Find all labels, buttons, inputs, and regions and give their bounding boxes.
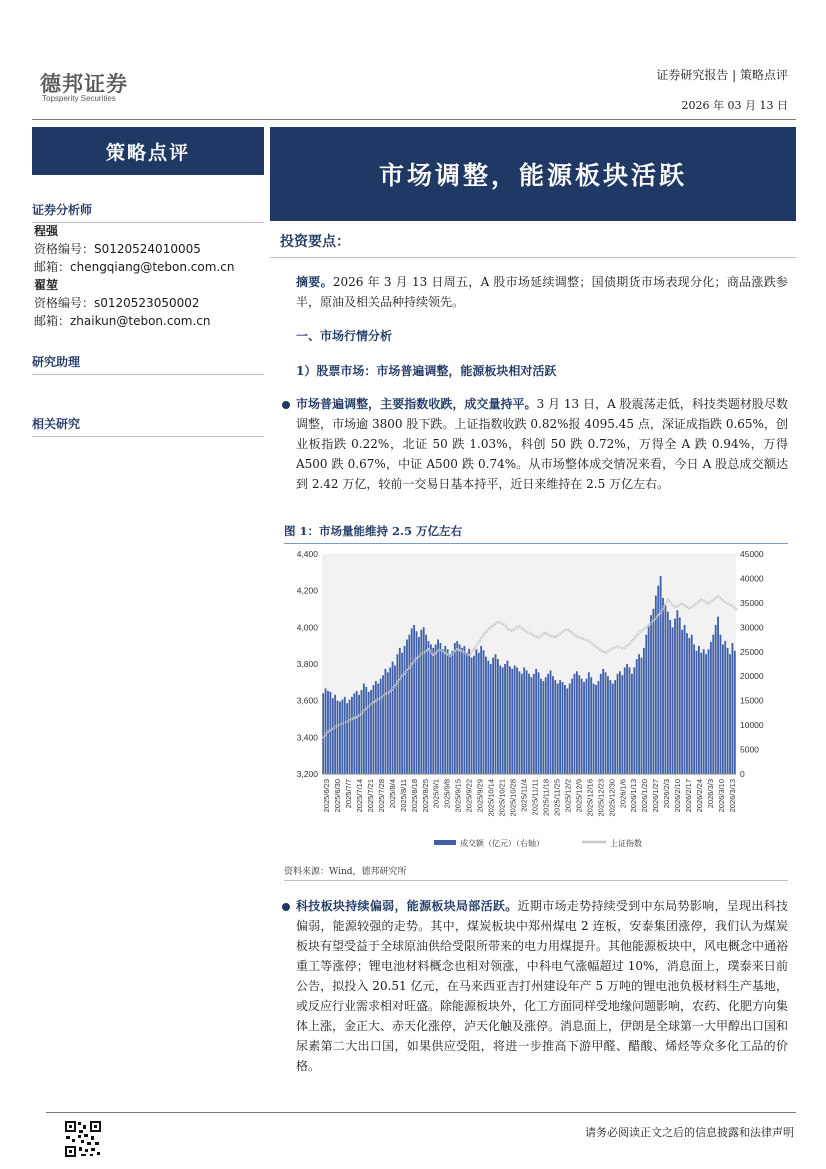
volume-bar bbox=[655, 596, 657, 774]
volume-bar bbox=[349, 700, 351, 774]
volume-bar bbox=[681, 630, 683, 774]
volume-bar bbox=[392, 662, 394, 774]
volume-bar bbox=[411, 628, 413, 774]
volume-bar bbox=[413, 625, 415, 774]
volume-bar bbox=[557, 684, 559, 774]
volume-bar bbox=[533, 674, 535, 774]
report-type: 证券研究报告 | 策略点评 bbox=[656, 68, 788, 82]
volume-bar bbox=[715, 625, 717, 774]
x-tick-label: 2025/8/11 bbox=[398, 779, 408, 812]
volume-bar bbox=[720, 635, 722, 774]
volume-bar bbox=[483, 650, 485, 774]
x-tick-label: 2025/11/18 bbox=[541, 779, 551, 816]
volume-bar bbox=[428, 641, 430, 774]
volume-bar bbox=[509, 666, 511, 774]
volume-bar bbox=[382, 675, 384, 774]
volume-bar bbox=[507, 661, 509, 774]
volume-bar bbox=[535, 669, 537, 774]
volume-bar bbox=[574, 674, 576, 774]
analyst-email[interactable]: 邮箱：zhaikun@tebon.com.cn bbox=[34, 314, 211, 328]
right-tick-label: 20000 bbox=[740, 671, 764, 682]
volume-bar bbox=[432, 648, 434, 774]
volume-bar bbox=[648, 625, 650, 774]
volume-bar bbox=[624, 667, 626, 774]
volume-bar bbox=[696, 651, 698, 774]
volume-bar bbox=[586, 679, 588, 774]
volume-bar bbox=[612, 684, 614, 774]
volume-bar bbox=[404, 646, 406, 774]
volume-bar bbox=[712, 635, 714, 774]
left-tick-label: 4,400 bbox=[296, 549, 318, 559]
category-banner: 策略点评 bbox=[32, 127, 264, 175]
x-tick-label: 2025/10/28 bbox=[508, 779, 518, 817]
volume-bar bbox=[387, 672, 389, 774]
volume-bar bbox=[452, 651, 454, 774]
volume-bar bbox=[468, 649, 470, 774]
volume-bar bbox=[631, 674, 633, 774]
x-tick-label: 2026/1/13 bbox=[629, 779, 639, 813]
qr-code-icon bbox=[64, 1120, 102, 1158]
volume-bar bbox=[408, 635, 410, 774]
analyst-name: 程强 bbox=[34, 224, 59, 238]
right-axis-ticks bbox=[740, 549, 764, 779]
volume-bar bbox=[521, 674, 523, 774]
volume-bar bbox=[621, 675, 623, 774]
volume-bar bbox=[547, 674, 549, 774]
volume-bar bbox=[478, 653, 480, 774]
x-tick-label: 2025/12/23 bbox=[596, 779, 606, 817]
volume-bar bbox=[449, 654, 451, 774]
volume-bar bbox=[337, 701, 339, 774]
volume-bar bbox=[401, 653, 403, 774]
volume-bar bbox=[346, 703, 348, 774]
volume-bar bbox=[389, 667, 391, 774]
volume-bar bbox=[454, 643, 456, 774]
x-tick-label: 2025/7/28 bbox=[376, 779, 386, 813]
volume-bar bbox=[447, 649, 449, 774]
report-title: 市场调整，能源板块活跃 bbox=[270, 127, 796, 221]
volume-bar bbox=[679, 618, 681, 774]
volume-bar bbox=[504, 664, 506, 774]
left-tick-label: 3,800 bbox=[296, 659, 318, 669]
volume-bar bbox=[420, 630, 422, 774]
volume-bar bbox=[380, 679, 382, 774]
summary-text: 2026 年 3 月 13 日周五，A 股市场延续调整；国债期货市场表现分化；商品涨跌参半，原油及相关品种持续领先。 bbox=[296, 275, 788, 309]
volume-bar bbox=[385, 669, 387, 774]
bullet-lead: 市场普遍调整，主要指数收跌，成交量持平。 bbox=[296, 397, 537, 411]
x-tick-label: 2026/1/6 bbox=[618, 779, 628, 809]
volume-bar bbox=[423, 627, 425, 774]
logo-text: 德邦证券 bbox=[40, 72, 128, 96]
volume-bar bbox=[370, 690, 372, 774]
volume-bar bbox=[538, 672, 540, 774]
x-tick-label: 2026/2/10 bbox=[673, 779, 683, 813]
volume-bar bbox=[693, 644, 695, 774]
volume-bar bbox=[686, 633, 688, 774]
volume-bar bbox=[466, 653, 468, 774]
volume-bar bbox=[353, 693, 355, 774]
volume-bar bbox=[322, 693, 324, 774]
volume-bar bbox=[597, 681, 599, 774]
volume-bar bbox=[377, 684, 379, 774]
right-tick-label: 30000 bbox=[740, 622, 764, 633]
volume-bar bbox=[375, 681, 377, 774]
chart-legend bbox=[434, 838, 642, 848]
volume-bar bbox=[619, 671, 621, 774]
volume-bar bbox=[406, 640, 408, 774]
volume-bar bbox=[684, 625, 686, 774]
report-date: 2026 年 03 月 13 日 bbox=[681, 99, 788, 112]
volume-bar bbox=[475, 649, 477, 774]
x-tick-label: 2025/11/11 bbox=[530, 779, 540, 816]
volume-bar bbox=[495, 654, 497, 774]
summary-paragraph bbox=[296, 272, 788, 312]
volume-index-chart bbox=[284, 544, 788, 860]
volume-bar bbox=[703, 649, 705, 774]
volume-bar bbox=[595, 685, 597, 774]
volume-bar bbox=[394, 665, 396, 774]
volume-bar bbox=[705, 654, 707, 774]
volume-bar bbox=[365, 687, 367, 774]
volume-bar bbox=[332, 698, 334, 774]
x-tick-label: 2026/1/20 bbox=[640, 779, 650, 813]
volume-bar bbox=[497, 659, 499, 774]
volume-bar bbox=[545, 677, 547, 774]
volume-bar bbox=[528, 674, 530, 774]
volume-bar bbox=[511, 669, 513, 774]
volume-bar bbox=[559, 680, 561, 774]
volume-bar bbox=[396, 654, 398, 774]
volume-bar bbox=[485, 657, 487, 774]
volume-bar bbox=[435, 644, 437, 774]
analyst-name: 翟堃 bbox=[34, 278, 59, 292]
x-tick-label: 2025/11/25 bbox=[552, 779, 562, 816]
analyst-cert: 资格编号：s0120523050002 bbox=[34, 296, 200, 310]
volume-bar bbox=[456, 641, 458, 774]
volume-bar bbox=[691, 635, 693, 774]
x-tick-label: 2025/6/23 bbox=[322, 779, 331, 813]
x-axis-ticks bbox=[322, 779, 737, 817]
volume-bar bbox=[602, 669, 604, 774]
volume-bar bbox=[430, 644, 432, 774]
volume-bar bbox=[578, 675, 580, 774]
volume-bar bbox=[626, 664, 628, 774]
volume-bar bbox=[581, 679, 583, 774]
analysts-heading: 证券分析师 bbox=[32, 201, 264, 223]
x-tick-label: 2026/3/10 bbox=[717, 779, 727, 813]
volume-bar bbox=[358, 695, 360, 774]
volume-bar bbox=[542, 681, 544, 774]
volume-bar bbox=[672, 627, 674, 774]
left-tick-label: 3,600 bbox=[296, 695, 318, 706]
right-tick-label: 25000 bbox=[740, 646, 764, 657]
volume-bar bbox=[698, 646, 700, 774]
volume-bar bbox=[554, 680, 556, 774]
right-tick-label: 40000 bbox=[740, 573, 764, 584]
volume-bar bbox=[708, 649, 710, 774]
volume-bar bbox=[425, 635, 427, 774]
bullet-text: 近期市场走势持续受到中东局势影响，呈现出科技偏弱，能源较强的走势。其中，煤炭板块中郑州煤电 2 连板，安泰集团涨停，我们认为煤炭板块有望受益于全球原油供给受限所带来的电力用煤提升。其他能源板块中，风电概念中通裕重工等涨停；锂电池材料概念也相对领涨，中科电气涨幅超过 10%，消息面上，璞泰来日前公告，拟投入 20.51 亿元，在马来西亚吉打州建设年产 5 万吨的锂电池负极材料生产基地，或反应行业需求相对旺盛。除能源板块外，化工方面同样受地缘问题影响，农药、化肥方向集体上涨，金正大、赤天化涨停，泸天化触及涨停。消息面上，伊朗是全球第一大甲醇出口国和尿素第二大出口国，如果供应受阻，将进一步推高下游甲醛、醋酸、烯烃等众多化工品的价格。 bbox=[296, 899, 789, 1073]
x-tick-label: 2025/12/16 bbox=[585, 779, 595, 817]
logo-subtext: Topsperity Securities bbox=[42, 94, 116, 103]
volume-bar bbox=[437, 640, 439, 774]
x-tick-label: 2025/12/2 bbox=[563, 779, 573, 813]
invest-heading: 投资要点： bbox=[270, 231, 796, 258]
bullet-icon bbox=[282, 903, 290, 911]
volume-bar bbox=[351, 697, 353, 774]
volume-bar bbox=[490, 664, 492, 774]
volume-bar bbox=[605, 672, 607, 774]
x-tick-label: 2026/1/27 bbox=[651, 779, 661, 813]
footer-disclaimer: 请务必阅读正文之后的信息披露和法律声明 bbox=[585, 1126, 794, 1139]
right-tick-label: 10000 bbox=[740, 720, 764, 731]
volume-bar bbox=[571, 679, 573, 774]
volume-bar bbox=[442, 649, 444, 774]
volume-bar bbox=[516, 667, 518, 774]
volume-bar bbox=[660, 576, 662, 774]
volume-bar bbox=[724, 641, 726, 774]
volume-bar bbox=[607, 676, 609, 774]
bullet-icon bbox=[282, 401, 290, 409]
volume-bar bbox=[729, 654, 731, 774]
volume-bar bbox=[566, 688, 568, 774]
analyst-cert: 资格编号：S0120524010005 bbox=[34, 242, 201, 256]
volume-bar bbox=[356, 691, 358, 774]
right-tick-label: 0 bbox=[740, 769, 745, 779]
x-tick-label: 2026/2/24 bbox=[695, 779, 705, 813]
volume-bar bbox=[650, 615, 652, 774]
volume-bar bbox=[444, 646, 446, 774]
bullet-text: 3 月 13 日，A 股震荡走低，科技类题材股尽数调整，市场逾 3800 股下跌。上证指数收跌 0.82%报 4095.45 点，深证成指跌 0.65%，创业板指跌 0.22%，北证 50 跌 1.03%，科创 50 跌 0.72%，万得全 A 跌 0.94%，万得 A500 跌 0.67%，中证 A500 跌 0.74%。从市场整体成交情况来看，今日 A 股总成交额达到 2.42 万亿，较前一交易日基本持平，近日来维持在 2.5 万亿左右。 bbox=[296, 397, 788, 491]
right-tick-label: 15000 bbox=[740, 695, 764, 706]
summary-label: 摘要。 bbox=[296, 275, 333, 289]
volume-bar bbox=[662, 598, 664, 774]
left-axis-ticks bbox=[297, 549, 319, 779]
volume-bar bbox=[492, 658, 494, 774]
x-tick-label: 2025/10/21 bbox=[497, 779, 507, 817]
volume-bar bbox=[325, 688, 327, 774]
volume-bar bbox=[463, 646, 465, 774]
x-tick-label: 2025/10/14 bbox=[486, 779, 496, 817]
x-tick-label: 2025/6/30 bbox=[332, 779, 342, 813]
volume-bar bbox=[487, 661, 489, 774]
assistant-heading: 研究助理 bbox=[32, 353, 264, 375]
volume-bar bbox=[569, 684, 571, 774]
volume-bar bbox=[667, 612, 669, 774]
analyst-block-1 bbox=[34, 222, 234, 330]
volume-bar bbox=[732, 643, 734, 774]
volume-bar bbox=[676, 610, 678, 774]
x-tick-label: 2025/11/4 bbox=[519, 779, 529, 812]
right-tick-label: 5000 bbox=[740, 744, 759, 755]
volume-bar bbox=[727, 648, 729, 774]
x-tick-label: 2025/9/1 bbox=[431, 779, 441, 809]
volume-bar bbox=[471, 658, 473, 774]
volume-bar bbox=[461, 648, 463, 774]
volume-bar bbox=[576, 671, 578, 774]
volume-bar bbox=[583, 682, 585, 774]
x-tick-label: 2025/7/14 bbox=[354, 779, 364, 813]
x-tick-label: 2026/3/3 bbox=[706, 779, 716, 809]
x-tick-label: 2025/7/21 bbox=[365, 779, 375, 813]
volume-bar bbox=[416, 631, 418, 774]
bullet-paragraph-1 bbox=[296, 394, 788, 494]
volume-bar bbox=[499, 665, 501, 774]
bullet-lead: 科技板块持续偏弱，能源板块局部活跃。 bbox=[296, 899, 518, 913]
x-tick-label: 2025/12/9 bbox=[574, 779, 584, 813]
x-tick-label: 2025/7/7 bbox=[343, 779, 353, 809]
section-heading: 一、市场行情分析 bbox=[296, 329, 393, 343]
subsection-heading: 1）股票市场：市场普遍调整，能源板块相对活跃 bbox=[296, 364, 557, 378]
related-heading: 相关研究 bbox=[32, 415, 264, 437]
volume-bar bbox=[552, 676, 554, 774]
analyst-email[interactable]: 邮箱：chengqiang@tebon.com.cn bbox=[34, 260, 235, 274]
volume-bar bbox=[614, 680, 616, 774]
volume-bar bbox=[629, 667, 631, 774]
legend-swatch-volume bbox=[434, 840, 456, 845]
legend-label-volume: 成交额（亿元）（右轴） bbox=[460, 839, 544, 848]
x-tick-label: 2025/8/4 bbox=[387, 779, 397, 809]
left-tick-label: 3,400 bbox=[296, 732, 318, 743]
volume-bar bbox=[339, 702, 341, 774]
volume-bar bbox=[334, 695, 336, 774]
x-tick-label: 2026/3/13 bbox=[728, 779, 737, 813]
figure-title: 图 1：市场量能维持 2.5 万亿左右 bbox=[284, 523, 788, 544]
right-tick-label: 45000 bbox=[740, 549, 764, 559]
volume-bar bbox=[341, 700, 343, 774]
volume-bar bbox=[638, 654, 640, 774]
x-tick-label: 2025/12/30 bbox=[607, 779, 617, 817]
left-tick-label: 3,200 bbox=[296, 769, 318, 779]
x-tick-label: 2026/2/17 bbox=[684, 779, 694, 813]
source-divider bbox=[284, 880, 788, 881]
volume-bar bbox=[363, 684, 365, 774]
volume-bar bbox=[609, 680, 611, 774]
header-divider bbox=[32, 119, 796, 120]
volume-bar bbox=[641, 658, 643, 774]
volume-bar bbox=[590, 677, 592, 774]
volume-bar bbox=[562, 682, 564, 774]
volume-bar bbox=[665, 605, 667, 774]
volume-bar bbox=[329, 692, 331, 774]
volume-bar bbox=[717, 617, 719, 774]
left-tick-label: 4,000 bbox=[296, 622, 318, 633]
volume-bar bbox=[674, 619, 676, 774]
volume-bar bbox=[722, 644, 724, 774]
volume-bar bbox=[540, 679, 542, 774]
left-tick-label: 4,200 bbox=[296, 585, 318, 596]
x-tick-label: 2025/9/8 bbox=[442, 779, 452, 809]
volume-bar bbox=[564, 685, 566, 774]
x-tick-label: 2025/9/29 bbox=[475, 779, 485, 813]
x-tick-label: 2025/8/25 bbox=[420, 779, 430, 813]
volume-bar bbox=[459, 644, 461, 774]
volume-bar bbox=[514, 665, 516, 774]
volume-bar bbox=[588, 672, 590, 774]
legend-label-index: 上证指数 bbox=[610, 839, 642, 848]
volume-bar bbox=[700, 653, 702, 774]
volume-bar bbox=[710, 642, 712, 774]
volume-bar bbox=[645, 635, 647, 774]
volume-bar bbox=[593, 684, 595, 774]
volume-bar bbox=[373, 685, 375, 774]
volume-bar bbox=[653, 609, 655, 774]
volume-bar bbox=[617, 674, 619, 774]
volume-bar bbox=[636, 659, 638, 774]
x-tick-label: 2025/9/22 bbox=[464, 779, 474, 813]
x-tick-label: 2026/2/3 bbox=[662, 779, 672, 809]
volume-bar bbox=[526, 670, 528, 774]
right-tick-label: 35000 bbox=[740, 597, 764, 608]
volume-bar bbox=[530, 677, 532, 774]
bullet-paragraph-2 bbox=[296, 896, 788, 1076]
volume-bar bbox=[633, 667, 635, 774]
volume-bar bbox=[669, 620, 671, 774]
volume-bar bbox=[361, 690, 363, 774]
volume-bar bbox=[480, 646, 482, 774]
volume-bar bbox=[473, 656, 475, 774]
figure-source: 资料来源：Wind，德邦研究所 bbox=[284, 867, 407, 877]
volume-bar bbox=[734, 651, 736, 774]
volume-bar bbox=[523, 667, 525, 774]
x-tick-label: 2025/8/18 bbox=[409, 779, 419, 813]
volume-bar bbox=[440, 643, 442, 774]
volume-bar bbox=[600, 674, 602, 774]
volume-bar bbox=[550, 670, 552, 774]
volume-bar bbox=[502, 667, 504, 774]
x-tick-label: 2025/9/15 bbox=[453, 779, 463, 813]
footer-divider bbox=[46, 1112, 796, 1113]
volume-bar bbox=[399, 648, 401, 774]
volume-bar bbox=[688, 638, 690, 774]
volume-bar bbox=[344, 697, 346, 774]
volume-bar bbox=[643, 648, 645, 774]
volume-bar bbox=[519, 671, 521, 774]
